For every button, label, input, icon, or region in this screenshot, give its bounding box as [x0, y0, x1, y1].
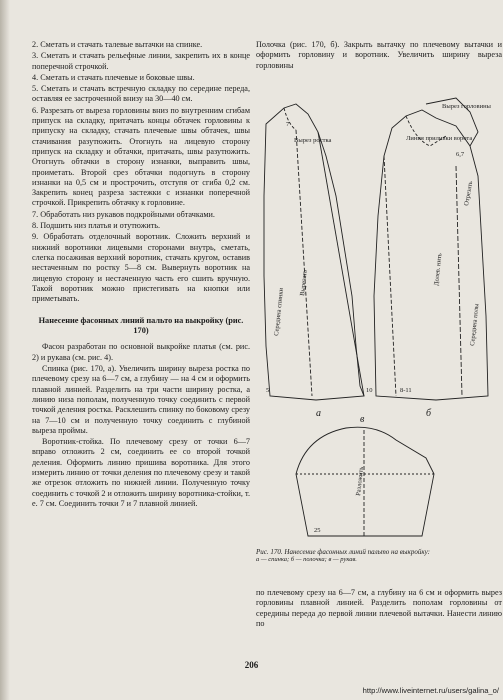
front-center-line	[456, 166, 462, 396]
instruction-item: 7. Обработать низ рукавов подкройными обтачками.	[32, 209, 215, 219]
section-paragraph: Спинка (рис. 170, а). Увеличить ширину выреза ростка по плечевому срезу на 6—7 см, а глубину — на 4 см и оформить плавной линией. Разделить на три части ширину ростка, а линию низа пополам, полученную точку соединить с первой точкой деления ростка. Расклешить спинку по боковому срезу на 7—10 см и полученную точку соединить с глубиной выреза проймы.	[32, 364, 250, 435]
label-num-6-7: 6,7	[456, 151, 465, 158]
instruction-item: 2. Сметать и стачать талевые вытачки на спинке.	[32, 40, 203, 49]
label-dolevaya-nit: Долев. нить	[433, 252, 444, 287]
pattern-drawing	[256, 96, 500, 542]
instruction-item: 9. Обработать отделочный воротник. Сложить верхний и нижний воротники лицевыми сторонами внутрь, сметать, слегка посаживая верхний воротник, стачать кругом, оставив нестаченным по ростку 5—8 см. Вывернуть воротник на лицевую сторону и нестаченную часть его сшить вручную. Такой воротник можно пристегивать на кнопки или приметывать.	[32, 232, 250, 304]
polochka-continuation: по плечевому срезу на 6—7 см, а глубину на 6 см и оформить вырез горловины плавной линией. Разделить пополам горловины от середины переда до первой линии плечевой вытачки. Нанести линию по	[256, 588, 502, 629]
polochka-paragraph: Полочка (рис. 170, б). Закрыть вытачку по плечевому вытачки и оформить горловину и воротник. Увеличить ширину выреза горловины	[256, 40, 502, 70]
label-fig-a: а	[316, 408, 321, 419]
caption-title: Рис. 170. Нанесение фасонных линий пальто на выкройку:	[256, 548, 430, 556]
back-style-line	[296, 130, 312, 396]
right-column-top	[256, 40, 502, 71]
front-pattern-outline	[374, 110, 488, 400]
label-seredina-poly: Середина полы	[469, 303, 481, 347]
instruction-item: 3. Сметать и стачать рельефные линии, закрепить их в конце поперечной строчкой.	[32, 51, 250, 71]
pattern-figure	[256, 96, 500, 542]
label-otrezat: Отрезать	[463, 180, 475, 207]
right-column-bottom	[256, 580, 502, 638]
label-fig-b: б	[426, 408, 432, 419]
back-flare-line	[318, 132, 364, 396]
label-num-10: 10	[366, 387, 373, 394]
sleeve-pattern-outline	[296, 427, 434, 536]
figure-caption	[256, 548, 500, 565]
left-column	[32, 40, 250, 510]
instruction-item: 6. Разрезать от выреза горловины вниз по внутренним сгибам припуск на складку, притачать концы обтачек горловины к припуску на складку, стачать плечевые швы обтачек, швы стачивания разутюжить. Отогнуть на лицевую сторону припуск на складку и обтачки, притачать, швы разутюжить. Отогнуть обтачки в сторону изнанки, выправить швы, проиметать. Второй срез обтачки подогнуть в сторону изнанки на 0,5 см и прострочить, отступя от сгиба 0,2 см. Закрепить конец разреза застежки с изнанки поперечной строчкой. Прикрепить обтачку к горловине.	[32, 105, 250, 208]
label-linia-prilivki: Линия приливки ворота	[406, 135, 473, 142]
back-pattern-outline	[264, 104, 364, 400]
label-vyrez-rostka: Вырез ростка	[294, 137, 332, 144]
caption-subtitle: а — спинка; б — полочка; в — рукав.	[256, 556, 357, 564]
label-num-8-11: 8-11	[400, 387, 412, 394]
label-num-25: 25	[314, 527, 321, 534]
instruction-item: 4. Сметать и стачать плечевые и боковые швы.	[32, 72, 195, 82]
front-side-line	[384, 156, 396, 396]
label-vyrez-gorloviny: Вырез горловины	[442, 103, 491, 110]
label-num-7: 7	[286, 121, 290, 128]
book-spine-shadow	[0, 0, 10, 700]
section-paragraph: Воротник-стойка. По плечевому срезу от точки 6—7 вправо отложить 2 см, соединить ее со второй точкой деления. Оформить линию пришива воротника. Для этого измерить линию от точки деления по плечевому срезу и такой же отрезок отложить по нижней линии. Полученную точку соединить с точкой 2 и отложить ширину воротника-стойки, т. е. 7 см. Соединить точки 7 и 7 плавной линией.	[32, 437, 250, 508]
watermark-url[interactable]: http://www.liveinternet.ru/users/galina_o/	[362, 686, 499, 695]
instruction-item: 8. Подшить низ платья и отутюжить.	[32, 221, 161, 231]
section-paragraph: Фасон разработан по основной выкройке платья (см. рис. 2) и рукава (см. рис. 4).	[32, 342, 250, 362]
instruction-item: 5. Сметать и стачать встречную складку по середине переда, оставляя ее застроченной внизу на 30—40 см.	[32, 84, 250, 104]
label-fig-v: в	[360, 414, 365, 425]
page-number: 206	[244, 660, 259, 670]
label-vyrezat: Вырезать	[299, 269, 309, 297]
section-title: Нанесение фасонных линий пальто на выкройку (рис. 170)	[38, 316, 244, 336]
label-razlozhit: Разложить	[355, 466, 366, 497]
label-seredina-spinki: Середина спинки	[273, 287, 286, 337]
label-num-5: 5	[266, 387, 270, 394]
